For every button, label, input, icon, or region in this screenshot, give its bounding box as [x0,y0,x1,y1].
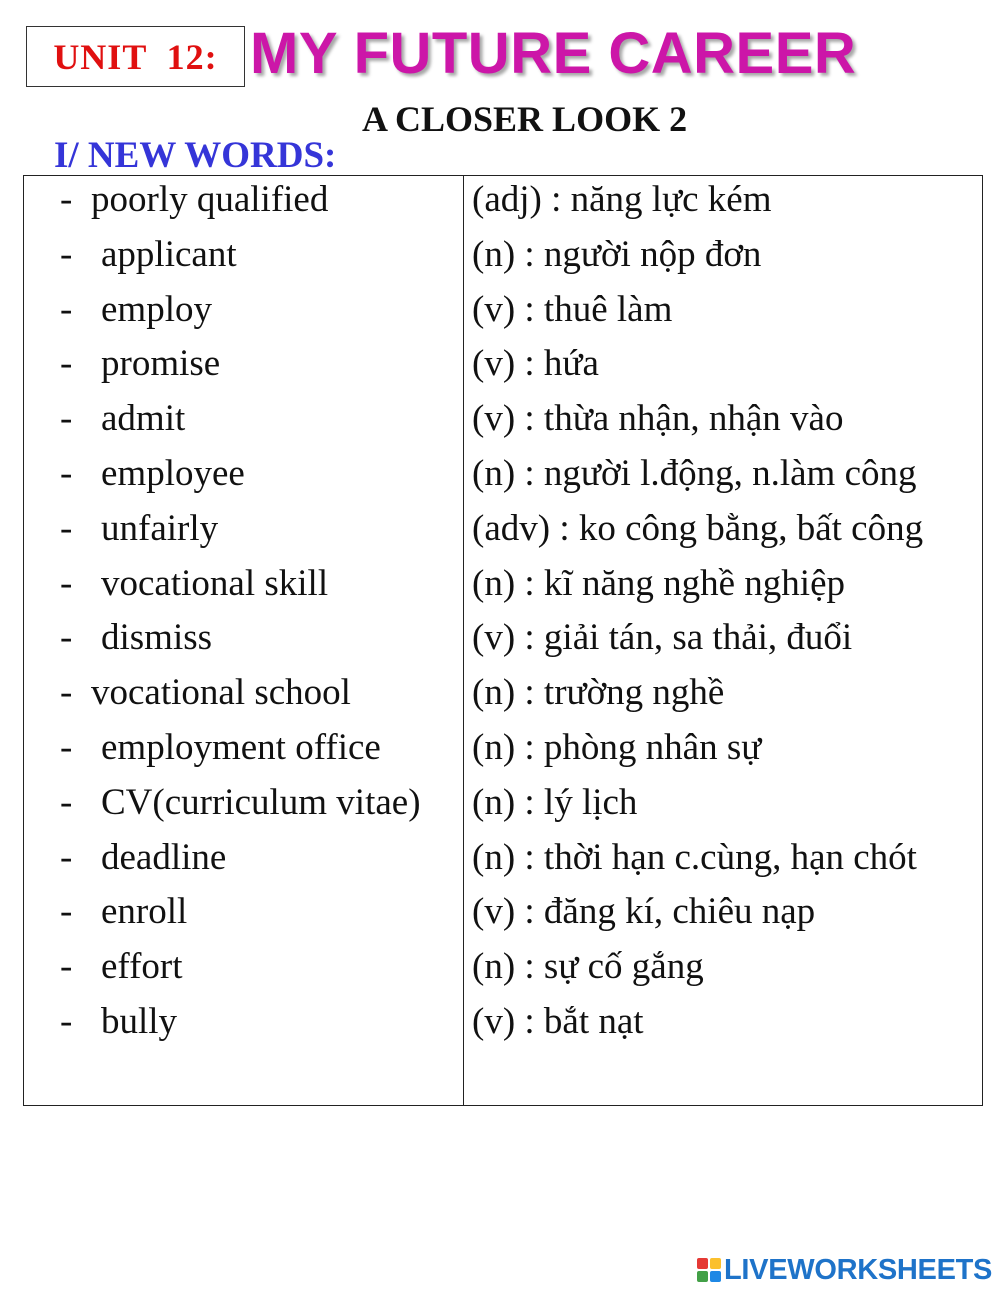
vocab-meaning: (n) : sự cố gắng [472,946,704,988]
vocabulary-table [23,175,983,1106]
vocab-meaning: (v) : thuê làm [472,288,673,330]
vocab-word: employee [101,452,245,494]
vocab-meaning: (adv) : ko công bằng, bất công [472,507,924,549]
vocab-word: unfairly [101,507,219,549]
vocab-word: CV(curriculum vitae) [101,781,421,823]
bullet-dash: - [60,398,73,440]
table-row [24,943,982,998]
bullet-dash: - [60,891,73,933]
vocab-meaning: (n) : thời hạn c.cùng, hạn chót [472,836,917,878]
bullet-dash: - [60,672,73,714]
bullet-dash: - [60,233,73,275]
liveworksheets-logo [697,1254,992,1286]
logo-square [697,1258,708,1269]
vocab-meaning: (n) : trường nghề [472,672,725,714]
bullet-dash: - [60,452,73,494]
logo-square [710,1271,721,1282]
bullet-dash: - [60,1000,73,1042]
bullet-dash: - [60,507,73,549]
vocab-meaning: (v) : giải tán, sa thải, đuổi [472,617,853,659]
bullet-dash: - [60,946,73,988]
vocab-word: employment office [101,726,381,768]
table-row [24,231,982,286]
table-row [24,998,982,1053]
vocab-meaning: (adj) : năng lực kém [472,179,772,220]
bullet-dash: - [60,562,73,604]
table-row [24,340,982,395]
table-row [24,834,982,889]
table-row [24,450,982,505]
vocab-word: dismiss [101,617,213,659]
vocab-meaning: (v) : hứa [472,343,599,385]
table-row [24,614,982,669]
logo-square [697,1271,708,1282]
vocabulary-rows [24,176,982,1053]
table-row [24,779,982,834]
vocab-word: effort [101,946,183,988]
logo-square [710,1258,721,1269]
vocab-meaning: (n) : người nộp đơn [472,233,762,275]
vocab-word: vocational school [91,672,351,714]
bullet-dash: - [60,617,73,659]
bullet-dash: - [60,781,73,823]
vocab-word: bully [101,1000,178,1042]
logo-icon [697,1258,721,1282]
page-subtitle: A CLOSER LOOK 2 [362,99,688,139]
vocab-word: applicant [101,233,237,275]
vocab-word: employ [101,288,212,330]
table-row [24,560,982,615]
bullet-dash: - [60,288,73,330]
vocab-meaning: (n) : lý lịch [472,781,638,823]
vocab-word: enroll [101,891,188,933]
section-heading: I/ NEW WORDS: [54,135,337,176]
unit-label: UNIT 12: [26,26,245,87]
table-row [24,505,982,560]
vocab-meaning: (v) : bắt nạt [472,1000,644,1042]
table-row [24,176,982,231]
table-row [24,286,982,341]
logo-text: LIVEWORKSHEETS [724,1253,993,1286]
vocab-meaning: (v) : thừa nhận, nhận vào [472,398,844,440]
vocab-word: admit [101,398,186,440]
bullet-dash: - [60,726,73,768]
table-row [24,669,982,724]
bullet-dash: - [60,836,73,878]
vocab-word: vocational skill [101,562,329,604]
table-row [24,724,982,779]
vocab-word: promise [101,343,221,385]
vocab-meaning: (n) : người l.động, n.làm công [472,452,917,494]
bullet-dash: - [60,343,73,385]
vocab-meaning: (v) : đăng kí, chiêu nạp [472,891,816,933]
page-title: MY FUTURE CAREER [250,21,857,86]
vocab-meaning: (n) : phòng nhân sự [472,726,762,768]
vocab-word: deadline [101,836,227,878]
table-row [24,888,982,943]
bullet-dash: - [60,179,73,220]
vocab-word: poorly qualified [91,179,329,220]
table-row [24,395,982,450]
vocab-meaning: (n) : kĩ năng nghề nghiệp [472,562,845,604]
